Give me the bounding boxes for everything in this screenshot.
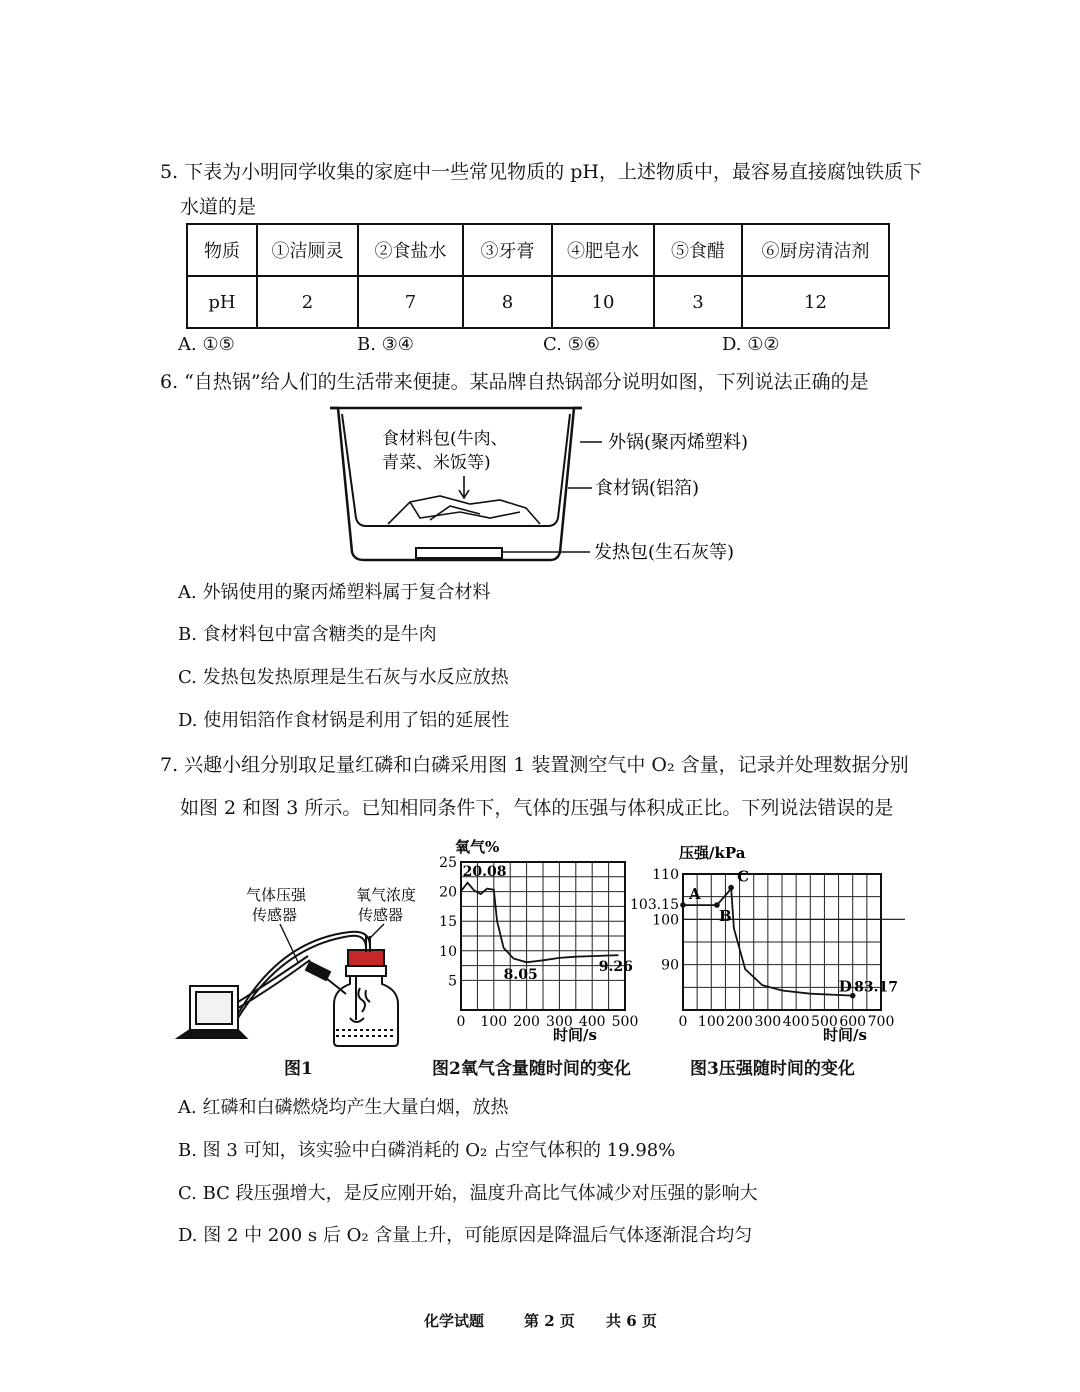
x-tick-label: 0 [456, 1014, 466, 1030]
x-tick-label: 300 [754, 1014, 782, 1030]
food-pack-shape [388, 496, 540, 524]
y-tick-label-103-15: 103.15 [630, 897, 679, 914]
x-tick-label: 700 [867, 1014, 895, 1030]
food-label-line1: 食材料包(牛肉、 [382, 429, 508, 449]
fig1-caption: 图1 [284, 1059, 313, 1079]
table-cell: ④肥皂水 [552, 224, 654, 276]
table-cell: 12 [742, 276, 889, 328]
point-a [680, 902, 686, 908]
y-tick-label: 5 [448, 973, 457, 990]
footer-total: 共 6 页 [606, 1312, 657, 1330]
fig2-caption: 图2氧气含量随时间的变化 [432, 1059, 631, 1079]
point-c [728, 885, 734, 891]
y-tick-label: 25 [439, 855, 457, 871]
pressure-sensor-label-1: 气体压强 [246, 886, 307, 904]
point-label-d: D [838, 977, 852, 996]
data-label-9-26: 9.26 [598, 958, 633, 975]
food-pot-label: 食材锅(铝箔) [595, 478, 700, 499]
table-cell: ②食盐水 [358, 224, 463, 276]
y-tick-label: 15 [439, 914, 457, 931]
x-tick-label: 100 [697, 1014, 725, 1030]
q5-stem-line1: 5. 下表为小明同学收集的家庭中一些常见物质的 pH，上述物质中，最容易直接腐蚀铁质下 [160, 161, 922, 183]
fig2-oxygen-chart [425, 834, 650, 1044]
ph-table [186, 223, 890, 329]
food-label-line2: 青菜、米饭等) [382, 453, 491, 473]
y-tick-label: 20 [439, 884, 457, 901]
table-cell: ①洁厕灵 [257, 224, 358, 276]
laptop-icon [178, 986, 246, 1038]
q6-option-d: D. 使用铝箔作食材锅是利用了铝的延展性 [178, 710, 510, 731]
chart-grid [461, 862, 625, 1010]
outer-pot-label: 外锅(聚丙烯塑料) [608, 432, 749, 453]
x-tick-label: 100 [480, 1014, 508, 1030]
footer-page: 第 2 页 [524, 1312, 575, 1330]
fig3-caption: 图3压强随时间的变化 [690, 1059, 855, 1079]
fig1-apparatus [170, 870, 440, 1050]
q6-stem: 6. “自热锅”给人们的生活带来便捷。某品牌自热锅部分说明如图，下列说法正确的是 [160, 371, 869, 393]
q6-option-c: C. 发热包发热原理是生石灰与水反应放热 [178, 667, 509, 688]
q7-stem-line2: 如图 2 和图 3 所示。已知相同条件下，气体的压强与体积成正比。下列说法错误的是 [180, 797, 894, 819]
table-cell: 8 [463, 276, 552, 328]
x-tick-label: 500 [811, 1014, 838, 1030]
q5-option-d: D. ①② [722, 334, 780, 355]
table-cell: 2 [257, 276, 358, 328]
y-tick-label: 90 [661, 957, 679, 974]
x-tick-label: 600 [839, 1014, 867, 1030]
q7-stem-line1: 7. 兴趣小组分别取足量红磷和白磷采用图 1 装置测空气中 O₂ 含量，记录并处理数据分别 [160, 754, 909, 776]
q5-stem-line2: 水道的是 [180, 196, 257, 218]
x-tick-label: 200 [513, 1014, 540, 1030]
x-tick-label: 400 [578, 1014, 606, 1030]
x-tick-label: 500 [611, 1014, 639, 1030]
oxygen-sensor-leader [370, 924, 384, 938]
q5-option-b: B. ③④ [357, 334, 414, 355]
x-axis-label: 时间/s [553, 1026, 597, 1044]
table-cell: ③牙膏 [463, 224, 552, 276]
table-cell: 10 [552, 276, 654, 328]
q6-option-a: A. 外锅使用的聚丙烯塑料属于复合材料 [178, 582, 491, 603]
q7-option-b: B. 图 3 可知，该实验中白磷消耗的 O₂ 占空气体积的 19.98% [178, 1140, 676, 1161]
q5-option-a: A. ①⑤ [178, 334, 235, 355]
self-heating-pot-diagram [320, 400, 790, 570]
table-cell: pH [187, 276, 257, 328]
footer-subject: 化学试题 [424, 1312, 485, 1330]
x-tick-label: 300 [546, 1014, 573, 1030]
y-tick-label: 100 [652, 912, 679, 929]
y-tick-label: 10 [439, 943, 457, 960]
pressure-sensor-label-2: 传感器 [252, 906, 298, 924]
x-axis-label: 时间/s [823, 1026, 867, 1044]
pressure-sensor-leader [280, 924, 298, 962]
q5-option-c: C. ⑤⑥ [543, 334, 600, 355]
q7-option-a: A. 红磷和白磷燃烧均产生大量白烟，放热 [178, 1097, 509, 1118]
y-tick-label: 110 [652, 867, 679, 883]
ph-table-value-row [187, 276, 889, 328]
oxygen-sensor-label-2: 传感器 [358, 906, 404, 924]
x-tick-label: 400 [782, 1014, 810, 1030]
q7-option-d: D. 图 2 中 200 s 后 O₂ 含量上升，可能原因是降温后气体逐渐混合均匀 [178, 1225, 753, 1246]
fig3-pressure-chart [625, 834, 910, 1044]
data-label-20-08: 20.08 [462, 864, 507, 881]
x-tick-label: 0 [678, 1014, 688, 1030]
table-cell: ⑤食醋 [654, 224, 742, 276]
data-label-83-17: 83.17 [854, 979, 898, 996]
table-cell: 3 [654, 276, 742, 328]
q6-option-b: B. 食材料包中富含糖类的是牛肉 [178, 624, 437, 645]
y-axis-label: 氧气% [455, 838, 500, 856]
oxygen-sensor-label-1: 氧气浓度 [356, 886, 417, 904]
data-label-8-05: 8.05 [503, 967, 538, 984]
heater-label: 发热包(生石灰等) [594, 542, 735, 563]
x-tick-label: 200 [726, 1014, 753, 1030]
table-cell: ⑥厨房清洁剂 [742, 224, 889, 276]
point-label-b: B [718, 907, 732, 926]
ph-table-header-row [187, 224, 889, 276]
q7-option-c: C. BC 段压强增大，是反应刚开始，温度升高比气体减少对压强的影响大 [178, 1183, 758, 1204]
point-label-c: C [737, 867, 750, 886]
point-label-a: A [689, 885, 701, 904]
table-cell: 7 [358, 276, 463, 328]
heater-pack-shape [416, 548, 502, 558]
y-axis-label: 压强/kPa [679, 844, 746, 862]
table-cell: 物质 [187, 224, 257, 276]
